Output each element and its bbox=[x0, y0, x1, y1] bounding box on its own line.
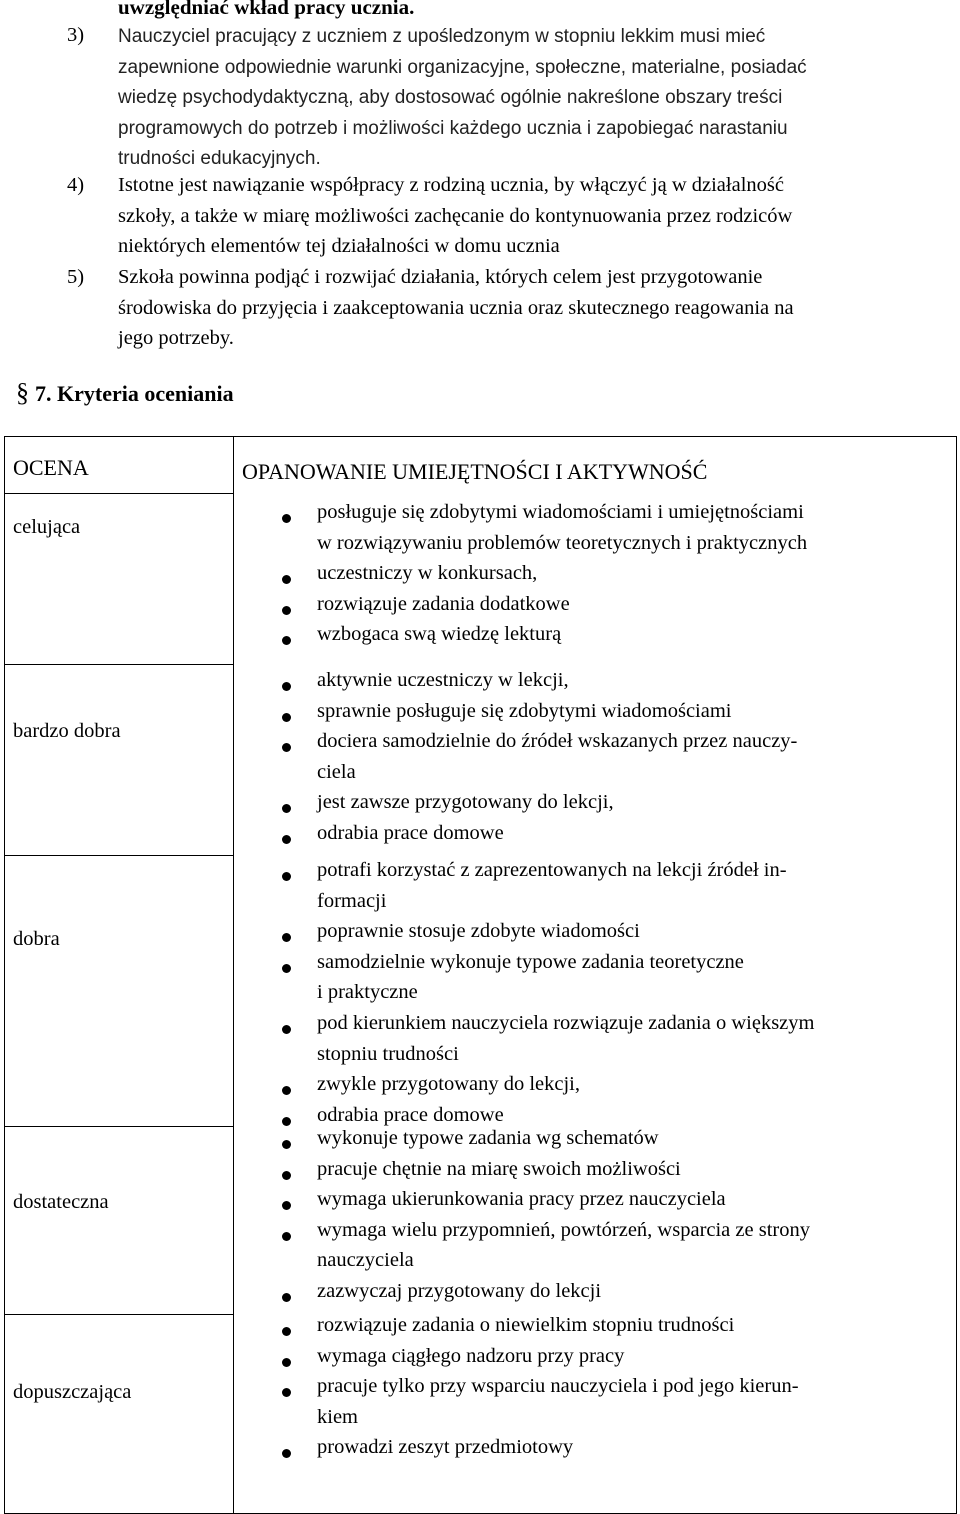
header-skills: OPANOWANIE UMIEJĘTNOŚCI I AKTYWNOŚĆ bbox=[242, 459, 708, 484]
paragraph-line: Nauczyciel pracujący z uczniem z upośledzonym w stopniu lekkim musi mieć bbox=[118, 26, 766, 47]
paragraph-line: niektórych elementów tej działalności w domu ucznia bbox=[118, 235, 560, 257]
paragraph-line: jego potrzeby. bbox=[118, 327, 234, 349]
grade-label: dobra bbox=[13, 928, 60, 950]
bullet-icon bbox=[282, 1171, 291, 1180]
paragraph-number: 3) bbox=[67, 24, 85, 46]
criterion-text: jest zawsze przygotowany do lekcji, bbox=[317, 791, 614, 814]
bullet-icon bbox=[282, 1293, 291, 1302]
bullet-icon bbox=[282, 1232, 291, 1241]
criterion-text: nauczyciela bbox=[317, 1249, 414, 1272]
paragraph-line: zapewnione odpowiednie warunki organizacyjne, społeczne, materialne, posiadać bbox=[118, 56, 807, 78]
criterion-text: w rozwiązywaniu problemów teoretycznych i praktycznych bbox=[317, 531, 808, 554]
grade-cell bbox=[5, 1315, 234, 1514]
bullet-icon bbox=[282, 835, 291, 844]
criterion-text: wykonuje typowe zadania wg schematów bbox=[317, 1127, 659, 1149]
criterion-text: uczestniczy w konkursach, bbox=[317, 562, 538, 585]
paragraph-number: 5) bbox=[67, 266, 85, 288]
criterion-text: rozwiązuje zadania dodatkowe bbox=[317, 592, 570, 615]
bullet-icon bbox=[282, 1086, 291, 1095]
grade-cell bbox=[5, 856, 234, 1127]
criterion-text: sprawnie posługuje się zdobytymi wiadomościami bbox=[317, 699, 732, 722]
criterion-text: samodzielnie wykonuje typowe zadania teoretyczne bbox=[317, 950, 744, 973]
criterion-text: pod kierunkiem nauczyciela rozwiązuje zadania o większym bbox=[317, 1012, 815, 1034]
criterion-text: dociera samodzielnie do źródeł wskazanych przez nauczy- bbox=[317, 730, 798, 753]
grade-label: bardzo dobra bbox=[13, 720, 121, 742]
criterion-text: pracuje tylko przy wsparciu nauczyciela i pod jego kierun- bbox=[317, 1375, 799, 1398]
header-grade: OCENA bbox=[13, 455, 89, 480]
grade-cell bbox=[5, 494, 234, 665]
bullet-icon bbox=[282, 933, 291, 942]
bullet-icon bbox=[282, 575, 291, 584]
paragraph-line: szkoły, a także w miarę możliwości zachęcanie do kontynuowania przez rodziców bbox=[118, 204, 793, 227]
criterion-text: zwykle przygotowany do lekcji, bbox=[317, 1073, 581, 1096]
grade-cell bbox=[5, 1127, 234, 1315]
grade-label: celująca bbox=[13, 516, 81, 538]
grading-criteria-table bbox=[4, 436, 957, 1514]
bullet-icon bbox=[282, 1449, 291, 1458]
paragraph-number: 4) bbox=[67, 174, 85, 196]
bullet-icon bbox=[282, 964, 291, 973]
grade-label: dopuszczająca bbox=[13, 1381, 132, 1403]
skills-column bbox=[234, 437, 957, 1514]
criterion-text: ciela bbox=[317, 760, 356, 783]
grade-label: dostateczna bbox=[13, 1191, 109, 1213]
bullet-icon bbox=[282, 606, 291, 615]
paragraph-line: Szkoła powinna podjąć i rozwijać działania, których celem jest przygotowanie bbox=[118, 266, 763, 288]
bullet-icon bbox=[282, 1025, 291, 1034]
criterion-text: wymaga wielu przypomnień, powtórzeń, wsparcia ze strony bbox=[317, 1218, 810, 1241]
criterion-text: odrabia prace domowe bbox=[317, 1103, 504, 1126]
bullet-icon bbox=[282, 1388, 291, 1397]
paragraph-line: programowych do potrzeb i możliwości każdego ucznia i zapobiegać narastaniu bbox=[118, 117, 788, 139]
criterion-text: stopniu trudności bbox=[317, 1042, 459, 1065]
bullet-icon bbox=[282, 1358, 291, 1367]
section-title: 7. Kryteria oceniania bbox=[35, 381, 234, 406]
criterion-text: wymaga ciągłego nadzoru przy pracy bbox=[317, 1344, 625, 1367]
criterion-text: aktywnie uczestniczy w lekcji, bbox=[317, 669, 569, 691]
bullet-icon bbox=[282, 713, 291, 722]
criterion-text: prowadzi zeszyt przedmiotowy bbox=[317, 1436, 574, 1459]
bullet-icon bbox=[282, 514, 291, 523]
header-grade-cell bbox=[5, 437, 234, 494]
criterion-text: rozwiązuje zadania o niewielkim stopniu trudności bbox=[317, 1314, 735, 1336]
paragraph-line: wiedzę psychodydaktyczną, aby dostosować ogólnie nakreślone obszary treści bbox=[118, 87, 783, 108]
paragraph-line: Istotne jest nawiązanie współpracy z rodziną ucznia, by włączyć ją w działalność bbox=[118, 174, 784, 196]
criterion-text: poprawnie stosuje zdobyte wiadomości bbox=[317, 920, 640, 943]
skills-column-content bbox=[234, 437, 956, 1508]
criterion-text: odrabia prace domowe bbox=[317, 822, 504, 844]
bullet-icon bbox=[282, 1140, 291, 1149]
criterion-text: wzbogaca swą wiedzę lekturą bbox=[317, 623, 562, 646]
criterion-text: wymaga ukierunkowania pracy przez nauczyciela bbox=[317, 1188, 726, 1211]
grade-cell bbox=[5, 665, 234, 856]
bullet-icon bbox=[282, 1201, 291, 1210]
criterion-text: potrafi korzystać z zaprezentowanych na lekcji źródeł in- bbox=[317, 859, 787, 881]
criterion-text: formacji bbox=[317, 889, 387, 912]
continuation-line: uwzględniać wkład pracy ucznia. bbox=[118, 0, 415, 19]
bullet-icon bbox=[282, 1327, 291, 1336]
bullet-icon bbox=[282, 872, 291, 881]
bullet-icon bbox=[282, 682, 291, 691]
bullet-icon bbox=[282, 636, 291, 645]
criterion-text: pracuje chętnie na miarę swoich możliwości bbox=[317, 1157, 681, 1180]
section-heading bbox=[16, 378, 234, 408]
criterion-text: kiem bbox=[317, 1405, 358, 1428]
paragraph-line: środowiska do przyjęcia i zaakceptowania ucznia oraz skutecznego reagowania na bbox=[118, 296, 794, 319]
criterion-text: zazwyczaj przygotowany do lekcji bbox=[317, 1280, 602, 1302]
criterion-text: posługuje się zdobytymi wiadomościami i umiejętnościami bbox=[317, 501, 804, 523]
criterion-text: i praktyczne bbox=[317, 981, 418, 1004]
bullet-icon bbox=[282, 1117, 291, 1126]
section-symbol: § bbox=[16, 378, 29, 407]
table-header-row bbox=[5, 437, 957, 494]
bullet-icon bbox=[282, 804, 291, 813]
bullet-icon bbox=[282, 743, 291, 752]
paragraph-line: trudności edukacyjnych. bbox=[118, 148, 321, 169]
